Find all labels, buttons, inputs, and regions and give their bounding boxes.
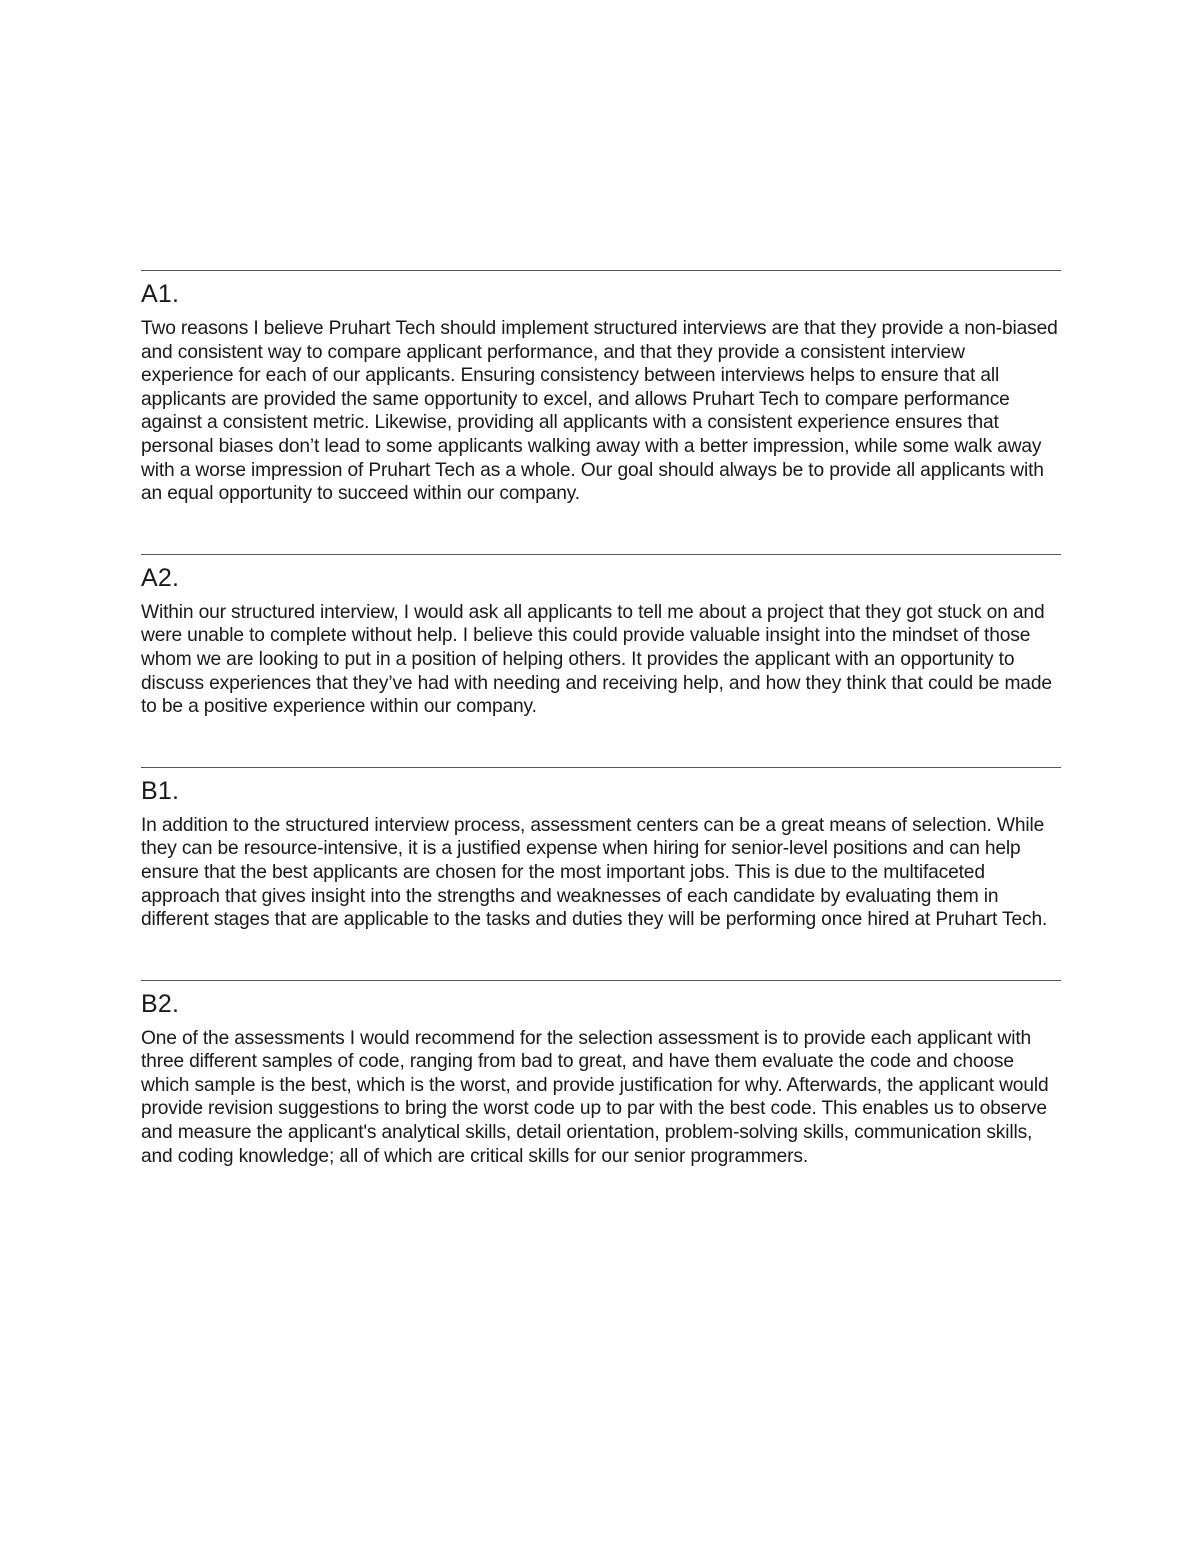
section-heading: A2. [141, 563, 180, 592]
section-b2 [141, 980, 1061, 1169]
section-a2 [141, 554, 1061, 719]
section-heading: B2. [141, 989, 180, 1018]
section-a1 [141, 270, 1061, 506]
section-paragraph: Within our structured interview, I would ask all applicants to tell me about a project that they got stuck on and were unable to complete without help. I believe this could provide valuable insight into the mindset of those whom we are looking to put in a position of helping others. It provides the applicant with an opportunity to discuss experiences that they’ve had with needing and receiving help, and how they think that could be made to be a positive experience within our company. [141, 601, 1052, 718]
section-b1 [141, 767, 1061, 932]
document-page [141, 270, 1061, 1168]
section-paragraph: In addition to the structured interview process, assessment centers can be a great means of selection. While they can be resource-intensive, it is a justified expense when hiring for senior-level positions and can help ensure that the best applicants are chosen for the most important jobs. This is due to the multifaceted approach that gives insight into the strengths and weaknesses of each candidate by evaluating them in different stages that are applicable to the tasks and duties they will be performing once hired at Pruhart Tech. [141, 814, 1048, 931]
section-paragraph: One of the assessments I would recommend for the selection assessment is to provide each applicant with three different samples of code, ranging from bad to great, and have them evaluate the code and choose which sample is the best, which is the worst, and provide justification for why. Afterwards, the applicant would provide revision suggestions to bring the worst code up to par with the best code. This enables us to observe and measure the applicant's analytical skills, detail orientation, problem-solving skills, communication skills, and coding knowledge; all of which are critical skills for our senior programmers. [141, 1027, 1049, 1167]
section-paragraph: Two reasons I believe Pruhart Tech should implement structured interviews are that they provide a non-biased and consistent way to compare applicant performance, and that they provide a consistent interview experience for each of our applicants. Ensuring consistency between interviews helps to ensure that all applicants are provided the same opportunity to excel, and allows Pruhart Tech to compare performance against a consistent metric. Likewise, providing all applicants with a consistent experience ensures that personal biases don’t lead to some applicants walking away with a better impression, while some walk away with a worse impression of Pruhart Tech as a whole. Our goal should always be to provide all applicants with an equal opportunity to succeed within our company. [141, 318, 1058, 505]
section-heading: B1. [141, 776, 180, 805]
section-heading: A1. [141, 280, 180, 308]
